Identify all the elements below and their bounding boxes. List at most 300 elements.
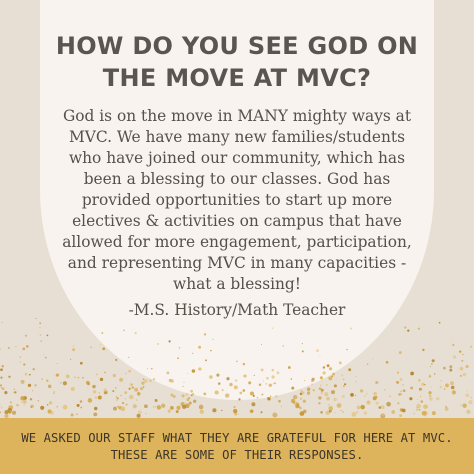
confetti-dot (157, 405, 161, 409)
confetti-dot (143, 379, 145, 381)
confetti-dot (70, 359, 71, 360)
confetti-dot (193, 400, 196, 403)
confetti-dot (61, 382, 62, 383)
confetti-dot (29, 374, 31, 376)
confetti-dot (192, 369, 196, 373)
confetti-dot (157, 343, 159, 345)
confetti-dot (367, 364, 368, 365)
confetti-dot (98, 396, 102, 400)
confetti-dot (444, 388, 445, 389)
confetti-dot (15, 346, 16, 347)
quote-body: God is on the move in MANY mighty ways at MVC. We have many new families/students who have joined our community, which has been a blessing to our classes. God has provided opportunities to start up more electives & activities on campus that have allowed for more engagement, participation, and representing MVC in many capacities - what a blessing! (62, 107, 412, 293)
confetti-dot (417, 407, 418, 408)
quote-heading: HOW DO YOU SEE GOD ON THE MOVE AT MVC? (55, 32, 419, 92)
confetti-dot (151, 368, 153, 370)
confetti-dot (176, 410, 179, 413)
confetti-dot (104, 393, 105, 394)
confetti-dot (115, 359, 117, 361)
confetti-dot (40, 406, 44, 410)
confetti-dot (243, 363, 245, 365)
confetti-dot (229, 383, 232, 386)
confetti-dot (203, 393, 206, 396)
confetti-dot (38, 400, 39, 401)
confetti-dot (452, 390, 456, 394)
confetti-dot (34, 384, 36, 386)
confetti-dot (283, 345, 284, 346)
confetti-dot (327, 364, 330, 367)
confetti-dot (222, 389, 224, 391)
confetti-dot (123, 329, 124, 330)
confetti-dot (460, 367, 464, 371)
confetti-dot (271, 375, 274, 378)
confetti-dot (418, 379, 421, 382)
confetti-dot (188, 397, 190, 399)
confetti-dot (95, 396, 98, 399)
confetti-dot (161, 404, 165, 408)
confetti-dot (153, 407, 154, 408)
confetti-dot (343, 411, 344, 412)
confetti-dot (1, 387, 2, 388)
confetti-dot (440, 386, 442, 388)
confetti-dot (20, 362, 21, 363)
confetti-dot (302, 343, 303, 344)
confetti-dot (410, 387, 413, 390)
confetti-dot (233, 409, 237, 413)
confetti-dot (449, 365, 452, 368)
confetti-dot (0, 377, 2, 379)
confetti-dot (404, 326, 406, 328)
confetti-dot (343, 379, 345, 381)
confetti-dot (308, 394, 309, 395)
confetti-dot (329, 367, 332, 370)
confetti-dot (93, 413, 97, 417)
confetti-dot (2, 322, 3, 323)
confetti-dot (259, 383, 261, 385)
confetti-dot (429, 374, 430, 375)
confetti-dot (215, 390, 219, 394)
confetti-dot (307, 391, 310, 394)
confetti-dot (47, 409, 51, 413)
confetti-dot (450, 381, 454, 385)
confetti-dot (25, 373, 28, 376)
confetti-dot (340, 410, 341, 411)
confetti-dot (14, 388, 16, 390)
confetti-dot (76, 414, 77, 415)
confetti-dot (8, 376, 10, 378)
confetti-dot (379, 406, 382, 409)
confetti-dot (429, 375, 431, 377)
confetti-dot (48, 385, 51, 388)
confetti-dot (372, 359, 373, 360)
confetti-dot (8, 410, 11, 413)
confetti-dot (460, 405, 461, 406)
confetti-dot (341, 374, 343, 376)
confetti-dot (421, 383, 424, 386)
confetti-dot (272, 369, 275, 372)
confetti-dot (257, 397, 258, 398)
confetti-dot (250, 391, 254, 395)
confetti-dot (467, 390, 468, 391)
confetti-dot (10, 401, 13, 404)
confetti-dot (72, 348, 75, 351)
confetti-dot (116, 400, 117, 401)
confetti-dot (63, 381, 67, 385)
confetti-dot (0, 384, 2, 386)
confetti-dot (423, 404, 428, 409)
confetti-dot (312, 378, 315, 381)
confetti-dot (291, 387, 294, 390)
confetti-dot (190, 390, 193, 393)
confetti-dot (462, 403, 467, 408)
confetti-dot (250, 410, 253, 413)
confetti-dot (356, 411, 358, 413)
confetti-dot (133, 404, 137, 408)
confetti-dot (402, 384, 403, 385)
confetti-dot (440, 380, 441, 381)
confetti-dot (23, 400, 27, 404)
confetti-dot (170, 393, 173, 396)
confetti-dot (466, 410, 470, 414)
confetti-dot (30, 398, 32, 400)
confetti-dot (88, 398, 93, 403)
confetti-dot (431, 363, 433, 365)
confetti-dot (212, 408, 216, 412)
confetti-dot (103, 388, 106, 391)
confetti-dot (96, 374, 97, 375)
confetti-dot (320, 376, 323, 379)
confetti-dot (149, 379, 152, 382)
confetti-dot (35, 318, 36, 319)
confetti-dot (20, 396, 25, 401)
confetti-dot (419, 388, 422, 391)
confetti-dot (302, 414, 303, 415)
confetti-dot (407, 329, 409, 331)
confetti-dot (420, 400, 423, 403)
confetti-dot (0, 412, 1, 414)
confetti-dot (396, 381, 399, 384)
confetti-dot (303, 410, 307, 414)
confetti-dot (33, 368, 35, 370)
confetti-dot (239, 392, 242, 395)
confetti-dot (204, 333, 206, 335)
confetti-dot (23, 404, 25, 406)
confetti-dot (266, 377, 269, 380)
confetti-dot (391, 410, 395, 414)
confetti-dot (243, 389, 246, 392)
confetti-dot (155, 399, 158, 402)
confetti-dot (360, 389, 363, 392)
confetti-dot (26, 345, 29, 348)
confetti-dot (225, 393, 229, 397)
confetti-dot (397, 372, 399, 374)
confetti-dot (320, 411, 323, 414)
confetti-dot (443, 367, 446, 370)
confetti-dot (221, 410, 222, 411)
confetti-dot (424, 384, 426, 386)
confetti-dot (459, 350, 461, 352)
confetti-dot (389, 396, 390, 397)
confetti-dot (90, 346, 92, 348)
confetti-dot (179, 347, 181, 349)
confetti-dot (49, 401, 52, 404)
confetti-dot (267, 397, 270, 400)
confetti-dot (399, 351, 402, 354)
confetti-dot (210, 350, 211, 351)
confetti-dot (63, 405, 68, 410)
confetti-dot (187, 373, 188, 374)
confetti-dot (375, 381, 378, 384)
confetti-dot (56, 374, 59, 377)
footer-caption: WE ASKED OUR STAFF WHAT THEY ARE GRATEFUL FOR HERE AT MVC. THESE ARE SOME OF THEIR RESPONSES. (21, 431, 453, 462)
confetti-dot (422, 349, 424, 351)
confetti-dot (74, 376, 76, 378)
confetti-dot (176, 406, 180, 410)
confetti-dot (135, 332, 137, 334)
confetti-dot (184, 382, 185, 383)
confetti-dot (132, 386, 134, 388)
confetti-dot (93, 390, 96, 393)
confetti-dot (235, 379, 238, 382)
confetti-dot (302, 350, 304, 352)
quote-attribution: -M.S. History/Math Teacher (128, 301, 346, 319)
confetti-dot (155, 406, 156, 407)
confetti-dot (140, 387, 143, 390)
confetti-dot (213, 339, 214, 340)
confetti-dot (47, 404, 49, 406)
confetti-dot (170, 406, 174, 410)
confetti-dot (297, 404, 299, 406)
confetti-dot (278, 400, 281, 403)
confetti-dot (122, 402, 124, 404)
confetti-dot (311, 384, 312, 385)
confetti-dot (189, 402, 192, 405)
confetti-dot (124, 391, 127, 394)
confetti-dot (169, 340, 171, 342)
confetti-dot (418, 328, 420, 330)
confetti-dot (375, 396, 377, 398)
confetti-dot (16, 404, 19, 407)
confetti-dot (45, 357, 47, 359)
confetti-dot (56, 406, 58, 408)
confetti-dot (324, 392, 328, 396)
confetti-dot (167, 372, 170, 375)
confetti-dot (128, 388, 130, 390)
confetti-dot (77, 377, 78, 378)
confetti-dot (53, 392, 55, 394)
confetti-dot (400, 378, 403, 381)
confetti-dot (333, 398, 336, 401)
confetti-dot (21, 402, 22, 403)
confetti-dot (288, 366, 291, 369)
confetti-dot (125, 398, 126, 399)
confetti-dot (301, 391, 304, 394)
confetti-dot (125, 373, 127, 375)
confetti-dot (102, 347, 105, 350)
confetti-dot (39, 322, 41, 324)
confetti-dot (429, 395, 431, 397)
confetti-dot (141, 381, 144, 384)
confetti-dot (293, 395, 297, 399)
confetti-dot (71, 387, 75, 391)
confetti-dot (344, 383, 346, 385)
confetti-dot (54, 391, 55, 392)
confetti-dot (463, 373, 467, 377)
confetti-dot (98, 392, 99, 393)
confetti-dot (300, 398, 302, 400)
confetti-dot (313, 389, 315, 391)
confetti-dot (120, 395, 122, 397)
confetti-dot (343, 385, 345, 387)
confetti-dot (272, 328, 273, 329)
confetti-dot (417, 399, 418, 400)
confetti-dot (125, 404, 127, 406)
confetti-dot (168, 410, 171, 413)
confetti-dot (350, 393, 354, 397)
confetti-dot (303, 400, 306, 403)
confetti-dot (41, 378, 43, 380)
confetti-dot (199, 405, 204, 410)
confetti-dot (12, 411, 16, 415)
confetti-dot (319, 356, 320, 357)
confetti-dot (399, 414, 402, 417)
confetti-dot (428, 391, 431, 394)
confetti-dot (339, 362, 342, 365)
confetti-dot (144, 404, 148, 408)
confetti-dot (205, 359, 207, 361)
confetti-dot (100, 344, 101, 345)
confetti-dot (326, 384, 328, 386)
confetti-dot (431, 387, 432, 388)
confetti-dot (144, 379, 148, 383)
confetti-dot (182, 394, 185, 397)
confetti-dot (4, 391, 7, 394)
confetti-dot (112, 390, 114, 392)
confetti-dot (80, 407, 81, 408)
confetti-dot (263, 380, 264, 381)
confetti-dot (182, 405, 186, 409)
confetti-dot (80, 362, 83, 365)
confetti-dot (128, 370, 131, 373)
confetti-dot (320, 385, 321, 386)
confetti-dot (238, 398, 240, 400)
confetti-dot (71, 414, 74, 417)
confetti-dot (143, 386, 145, 388)
confetti-dot (403, 389, 406, 392)
confetti-dot (94, 407, 98, 411)
confetti-dot (1, 407, 3, 409)
confetti-dot (182, 386, 183, 387)
confetti-dot (290, 378, 292, 380)
confetti-dot (360, 405, 365, 410)
confetti-dot (66, 375, 70, 379)
confetti-dot (366, 393, 367, 394)
confetti-dot (410, 372, 414, 376)
confetti-dot (274, 382, 276, 384)
confetti-dot (364, 395, 365, 396)
confetti-dot (316, 349, 319, 352)
confetti-dot (301, 390, 303, 392)
confetti-dot (60, 383, 61, 384)
confetti-dot (145, 413, 146, 414)
confetti-dot (471, 397, 472, 398)
confetti-dot (28, 384, 31, 387)
confetti-dot (4, 410, 8, 414)
confetti-dot (136, 399, 137, 400)
confetti-dot (384, 389, 385, 390)
confetti-dot (129, 395, 133, 399)
confetti-dot (128, 357, 129, 358)
confetti-dot (453, 355, 456, 358)
confetti-dot (138, 410, 142, 414)
confetti-dot (131, 384, 133, 386)
confetti-dot (73, 346, 74, 347)
confetti-dot (134, 388, 138, 392)
confetti-dot (416, 409, 418, 411)
confetti-dot (328, 406, 333, 411)
confetti-dot (238, 414, 239, 415)
confetti-dot (462, 354, 463, 355)
confetti-dot (432, 411, 436, 415)
confetti-dot (47, 335, 49, 337)
confetti-dot (429, 397, 433, 401)
confetti-dot (386, 361, 389, 364)
confetti-dot (0, 368, 3, 371)
confetti-dot (432, 359, 435, 362)
confetti-dot (119, 378, 123, 382)
confetti-dot (198, 346, 201, 349)
confetti-dot (348, 368, 351, 371)
confetti-dot (322, 371, 325, 374)
confetti-dot (216, 374, 219, 377)
confetti-dot (366, 400, 370, 404)
confetti-dot (319, 387, 322, 390)
confetti-dot (332, 373, 335, 376)
confetti-dot (192, 393, 194, 395)
confetti-dot (190, 409, 191, 410)
confetti-dot (209, 375, 213, 379)
confetti-dot (397, 402, 399, 404)
confetti-dot (381, 405, 385, 409)
confetti-dot (364, 411, 367, 414)
confetti-dot (299, 407, 301, 409)
confetti-dot (261, 368, 264, 371)
confetti-dot (113, 374, 116, 377)
confetti-dot (137, 392, 141, 396)
confetti-dot (321, 392, 324, 395)
confetti-dot (170, 379, 174, 383)
confetti-dot (116, 396, 117, 397)
confetti-dot (436, 397, 439, 400)
confetti-dot (177, 357, 179, 359)
confetti-dot (14, 391, 16, 393)
confetti-dot (117, 397, 119, 399)
confetti-dot (113, 407, 117, 411)
confetti-dot (331, 375, 333, 377)
confetti-dot (260, 411, 262, 413)
confetti-dot (2, 365, 4, 367)
confetti-dot (335, 412, 336, 413)
confetti-dot (355, 395, 356, 396)
confetti-dot (101, 332, 103, 334)
confetti-dot (277, 371, 280, 374)
confetti-dot (87, 382, 90, 385)
confetti-dot (337, 403, 342, 408)
confetti-dot (251, 402, 255, 406)
confetti-dot (200, 410, 204, 414)
confetti-dot (226, 377, 229, 380)
confetti-dot (82, 377, 84, 379)
confetti-dot (409, 397, 412, 400)
